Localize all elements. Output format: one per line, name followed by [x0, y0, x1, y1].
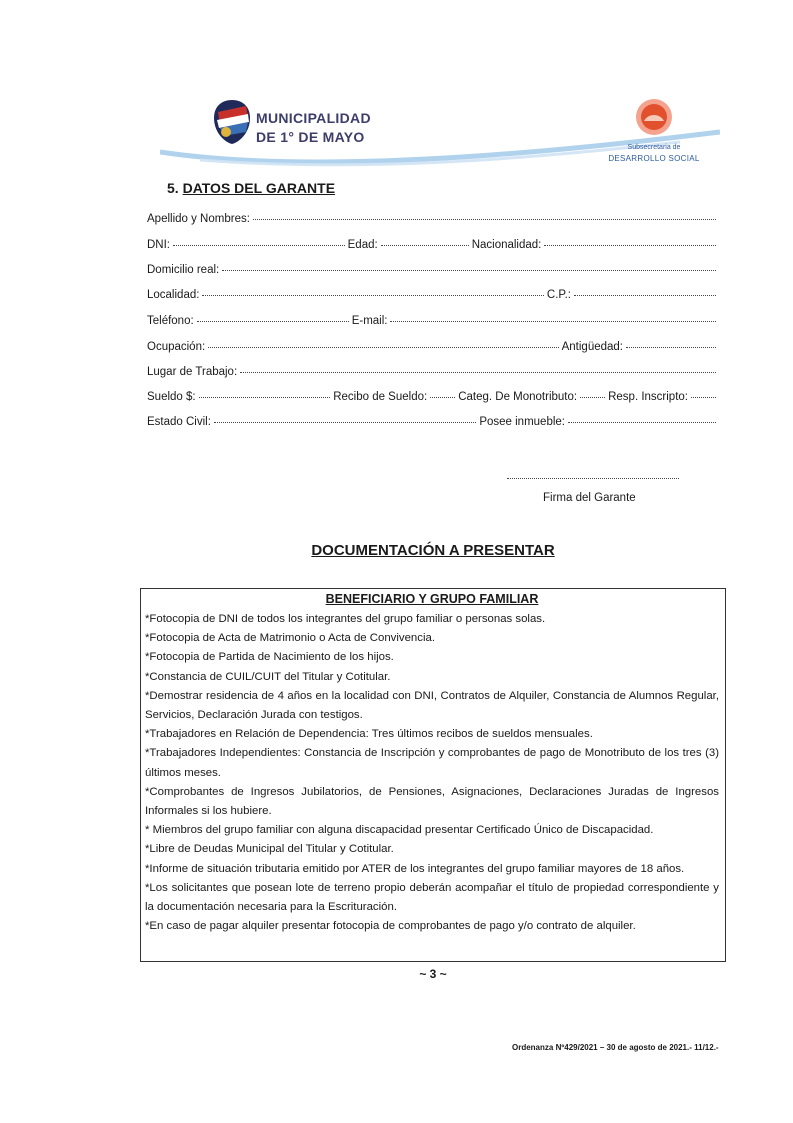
list-item: *Demostrar residencia de 4 años en la localidad con DNI, Contratos de Alquiler, Constancia de Alumnos Regular, Servicios, Declaración Jurada con testigos.: [145, 689, 719, 722]
localidad-field[interactable]: [202, 295, 543, 296]
list-item: *Fotocopia de Partida de Nacimiento de los hijos.: [145, 651, 394, 664]
form-row-dni: [147, 239, 719, 251]
list-item: *Fotocopia de Acta de Matrimonio o Acta de Convivencia.: [145, 632, 435, 645]
localidad-label: Localidad:: [147, 289, 200, 301]
box-title: BENEFICIARIO Y GRUPO FAMILIAR: [325, 592, 539, 606]
telefono-label: Teléfono:: [147, 315, 194, 327]
form-row-sueldo: [147, 391, 719, 403]
list-item: *Informe de situación tributaria emitido por ATER de los integrantes del grupo familiar mayores de 18 años.: [145, 862, 685, 875]
list-item: *Trabajadores en Relación de Dependencia: Tres últimos recibos de sueldos mensuales.: [145, 728, 593, 741]
edad-label: Edad:: [347, 239, 378, 251]
section-title: [167, 180, 335, 196]
domicilio-field[interactable]: [222, 270, 716, 271]
municipality-line-1: MUNICIPALIDAD: [256, 110, 371, 126]
subsecretaria-label: Subsecretaria de: [627, 144, 681, 151]
sueldo-field[interactable]: [199, 397, 331, 398]
antiguedad-field[interactable]: [626, 347, 716, 348]
documentation-list: [145, 610, 719, 936]
form-row-domicilio: [147, 264, 719, 276]
lugar-trabajo-label: Lugar de Trabajo:: [147, 366, 238, 378]
form-row-telefono: [147, 315, 719, 327]
nacionalidad-field[interactable]: [544, 245, 716, 246]
form-row-apellido: [147, 213, 719, 225]
list-item: *Comprobantes de Ingresos Jubilatorios, de Pensiones, Asignaciones, Declaraciones Juradas de Ingresos Informales si los hubiere.: [145, 785, 719, 818]
email-label: E-mail:: [351, 315, 388, 327]
desarrollo-social-label: DESARROLLO SOCIAL: [608, 154, 700, 163]
social-development-logo: [634, 97, 674, 137]
apellido-field[interactable]: [253, 219, 716, 220]
list-item: *Constancia de CUIL/CUIT del Titular y Cotitular.: [145, 670, 391, 683]
ocupacion-field[interactable]: [208, 347, 558, 348]
estado-civil-label: Estado Civil:: [147, 416, 211, 428]
recibo-field[interactable]: [430, 397, 455, 398]
form-row-ocupacion: [147, 341, 719, 353]
section-title-text: DATOS DEL GARANTE: [182, 180, 336, 196]
cp-label: C.P.:: [546, 289, 571, 301]
list-item: * Miembros del grupo familiar con alguna discapacidad presentar Certificado Único de Discapacidad.: [145, 824, 654, 837]
list-item: *Fotocopia de DNI de todos los integrantes del grupo familiar o personas solas.: [145, 613, 546, 625]
ocupacion-label: Ocupación:: [147, 341, 206, 353]
form-row-localidad: [147, 289, 719, 301]
municipality-line-2: DE 1° DE MAYO: [256, 129, 365, 145]
recibo-label: Recibo de Sueldo:: [333, 391, 428, 403]
email-field[interactable]: [390, 321, 716, 322]
section-number: 5.: [167, 180, 179, 196]
form-row-estado-civil: [147, 416, 719, 428]
form-row-lugar-trabajo: [147, 366, 719, 378]
posee-field[interactable]: [568, 422, 716, 423]
sueldo-label: Sueldo $:: [147, 391, 196, 403]
list-item: *Libre de Deudas Municipal del Titular y Cotitular.: [145, 843, 394, 856]
domicilio-label: Domicilio real:: [147, 264, 220, 276]
estado-civil-field[interactable]: [214, 422, 476, 423]
signature-line[interactable]: [507, 478, 679, 479]
resp-label: Resp. Inscripto:: [608, 391, 688, 403]
apellido-label: Apellido y Nombres:: [147, 213, 250, 225]
antiguedad-label: Antigüedad:: [561, 341, 623, 353]
list-item: *Trabajadores Independientes: Constancia de Inscripción y comprobantes de pago de Monotributo de los tres (3) últimos meses.: [145, 747, 719, 779]
signature-label: Firma del Garante: [543, 492, 636, 504]
categ-field[interactable]: [580, 397, 605, 398]
categ-label: Categ. De Monotributo:: [458, 391, 578, 403]
cp-field[interactable]: [574, 295, 716, 296]
page-number: ~ 3 ~: [419, 967, 447, 981]
resp-field[interactable]: [691, 397, 716, 398]
list-item: *En caso de pagar alquiler presentar fotocopia de comprobantes de pago y/o contrato de alquiler.: [145, 920, 636, 933]
posee-label: Posee inmueble:: [479, 416, 565, 428]
lugar-trabajo-field[interactable]: [240, 372, 716, 373]
dni-label: DNI:: [147, 239, 170, 251]
documentation-title: DOCUMENTACIÓN A PRESENTAR: [311, 542, 555, 559]
edad-field[interactable]: [381, 245, 469, 246]
telefono-field[interactable]: [197, 321, 349, 322]
nacionalidad-label: Nacionalidad:: [471, 239, 542, 251]
footer-ordinance: Ordenanza Nº429/2021 – 30 de agosto de 2021.- 11/12.-: [512, 1043, 719, 1052]
dni-field[interactable]: [173, 245, 345, 246]
list-item: *Los solicitantes que posean lote de terreno propio deberán acompañar el título de propiedad correspondiente y la documentación necesaria para la Escrituración.: [145, 881, 719, 914]
